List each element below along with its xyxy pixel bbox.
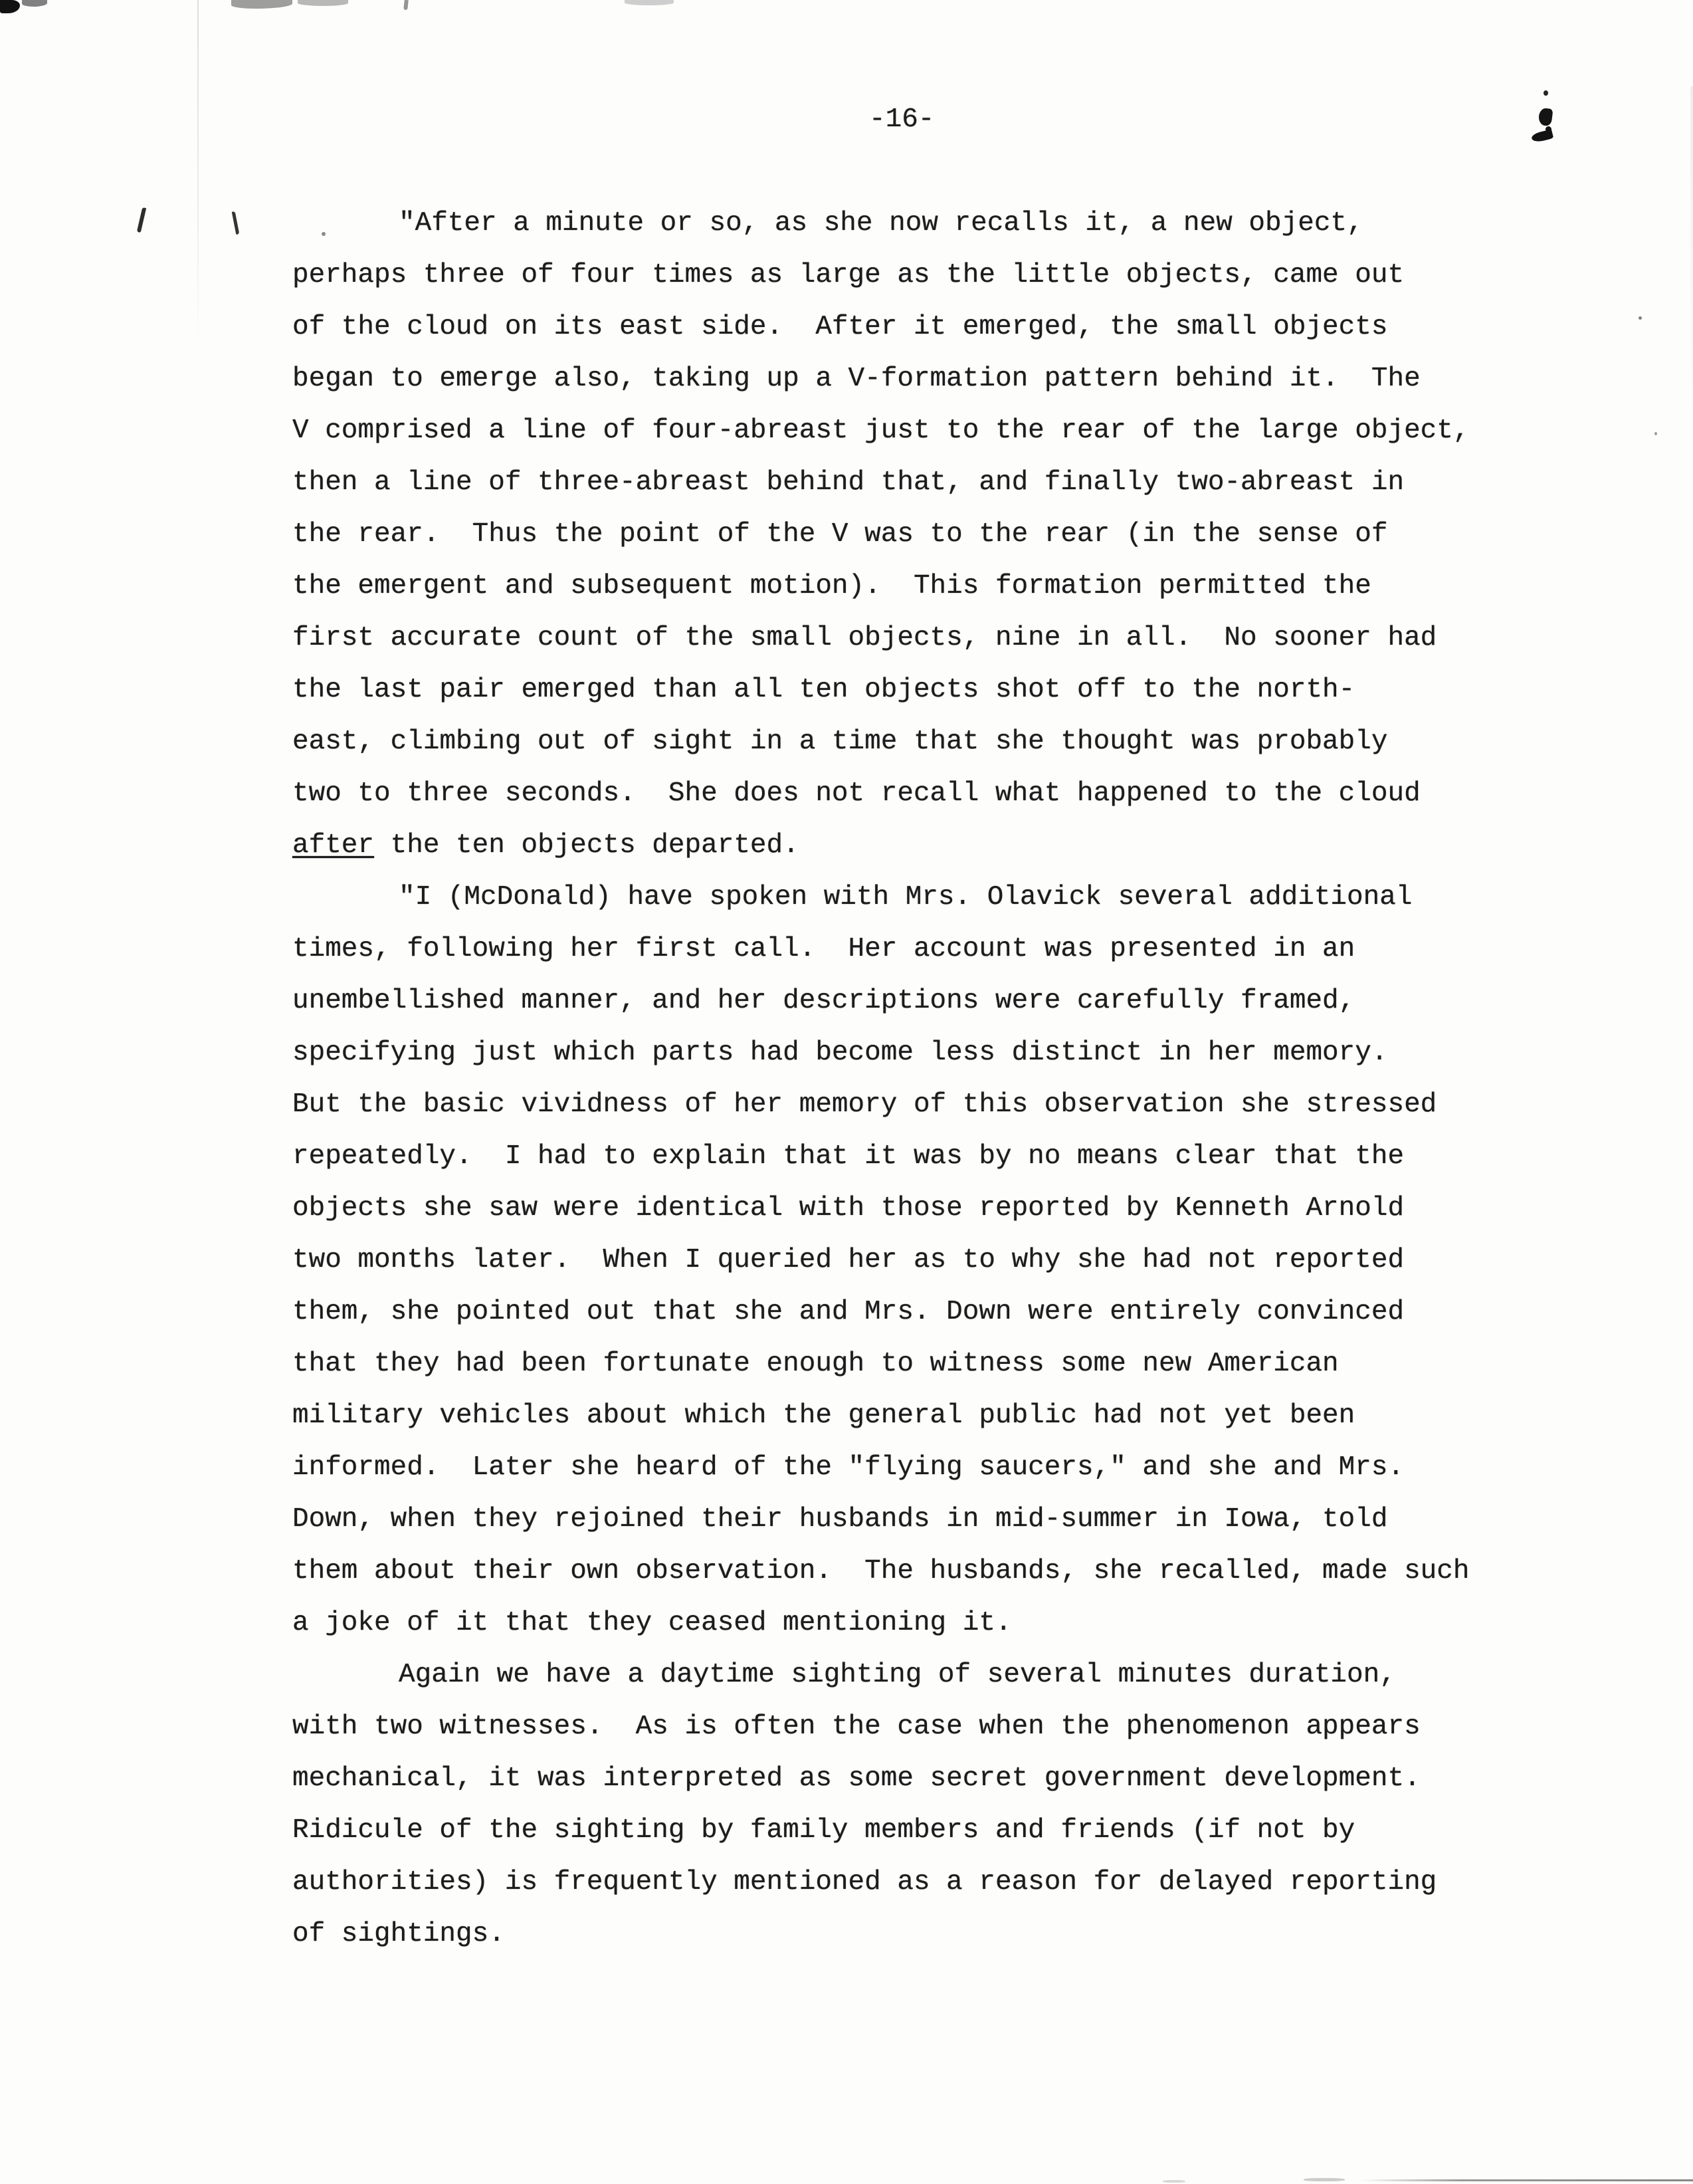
text-line: military vehicles about which the general public had not yet been xyxy=(292,1400,1355,1431)
pen-tick-mark-2 xyxy=(232,211,240,235)
text-line: repeatedly. I had to explain that it was by no means clear that the xyxy=(292,1141,1405,1172)
text-line: after the ten objects departed. xyxy=(292,830,799,861)
ink-blot-right-margin-3 xyxy=(1531,129,1553,143)
text-line: with two witnesses. As is often the case when the phenomenon appears xyxy=(292,1711,1421,1742)
text-line: Again we have a daytime sighting of several minutes duration, xyxy=(399,1660,1396,1690)
text-line: the rear. Thus the point of the V was to the rear (in the sense of xyxy=(292,519,1388,550)
text-line: specifying just which parts had become less distinct in her memory. xyxy=(292,1037,1388,1068)
text-line: of the cloud on its east side. After it emerged, the small objects xyxy=(292,312,1388,342)
text-line: two to three seconds. She does not recall what happened to the cloud xyxy=(292,778,1421,809)
scan-speck-top-1 xyxy=(231,0,292,9)
ink-blot-right-margin xyxy=(1538,108,1553,126)
text-line: then a line of three-abreast behind that, and finally two-abreast in xyxy=(292,467,1405,498)
scan-dot-3 xyxy=(1654,432,1657,435)
text-line: first accurate count of the small objects, nine in all. No sooner had xyxy=(292,623,1437,653)
body-text xyxy=(292,197,1528,1960)
scan-line-bottom-right xyxy=(1361,2179,1693,2181)
scan-dot-1 xyxy=(322,232,326,236)
text-line: that they had been fortunate enough to witness some new American xyxy=(292,1349,1339,1379)
scan-fold-line xyxy=(197,0,199,346)
text-line: unembellished manner, and her descriptions were carefully framed, xyxy=(292,986,1355,1016)
scan-speck-top-3 xyxy=(403,0,409,10)
text-line: of sightings. xyxy=(292,1919,505,1949)
text-line: objects she saw were identical with those reported by Kenneth Arnold xyxy=(292,1193,1405,1224)
text-line: began to emerge also, taking up a V-formation pattern behind it. The xyxy=(292,364,1421,394)
text-line: the last pair emerged than all ten objects shot off to the north- xyxy=(292,675,1355,705)
text-line: perhaps three of four times as large as the little objects, came out xyxy=(292,260,1405,290)
text-line: them, she pointed out that she and Mrs. Down were entirely convinced xyxy=(292,1297,1405,1327)
page-number: -16- xyxy=(869,104,935,135)
text-line: east, climbing out of sight in a time that she thought was probably xyxy=(292,726,1388,757)
text-line: a joke of it that they ceased mentioning it. xyxy=(292,1608,1012,1638)
scan-speck-top-2 xyxy=(298,0,348,6)
text-line: "I (McDonald) have spoken with Mrs. Olavick several additional xyxy=(399,882,1413,913)
text-line: Down, when they rejoined their husbands in mid-summer in Iowa, told xyxy=(292,1504,1388,1535)
text-line: But the basic vividness of her memory of this observation she stressed xyxy=(292,1089,1437,1120)
scan-dot-2 xyxy=(1639,316,1642,320)
text-line: them about their own observation. The husbands, she recalled, made such xyxy=(292,1556,1470,1586)
text-line: "After a minute or so, as she now recalls it, a new object, xyxy=(399,208,1363,239)
text-line: the emergent and subsequent motion). This formation permitted the xyxy=(292,571,1371,601)
scan-shadow-right-edge xyxy=(1690,86,1693,419)
scan-speck-bottom-1 xyxy=(1304,2178,1345,2181)
text-line: Ridicule of the sighting by family members and friends (if not by xyxy=(292,1815,1355,1846)
text-line: two months later. When I queried her as to why she had not reported xyxy=(292,1245,1405,1275)
pen-tick-mark-1 xyxy=(137,207,146,233)
ink-smudge-top-left xyxy=(0,0,20,13)
ink-dot-right-margin xyxy=(1544,90,1548,96)
scan-speck-top-4 xyxy=(625,0,674,5)
text-line: informed. Later she heard of the "flying saucers," and she and Mrs. xyxy=(292,1452,1405,1483)
text-line: mechanical, it was interpreted as some secret government development. xyxy=(292,1763,1421,1794)
scan-speck-bottom-2 xyxy=(1163,2180,1185,2183)
text-line: authorities) is frequently mentioned as a reason for delayed reporting xyxy=(292,1867,1437,1898)
text-line: V comprised a line of four-abreast just to the rear of the large object, xyxy=(292,415,1470,446)
ink-smudge-top-left-2 xyxy=(22,0,47,7)
text-line: times, following her first call. Her account was presented in an xyxy=(292,934,1355,964)
